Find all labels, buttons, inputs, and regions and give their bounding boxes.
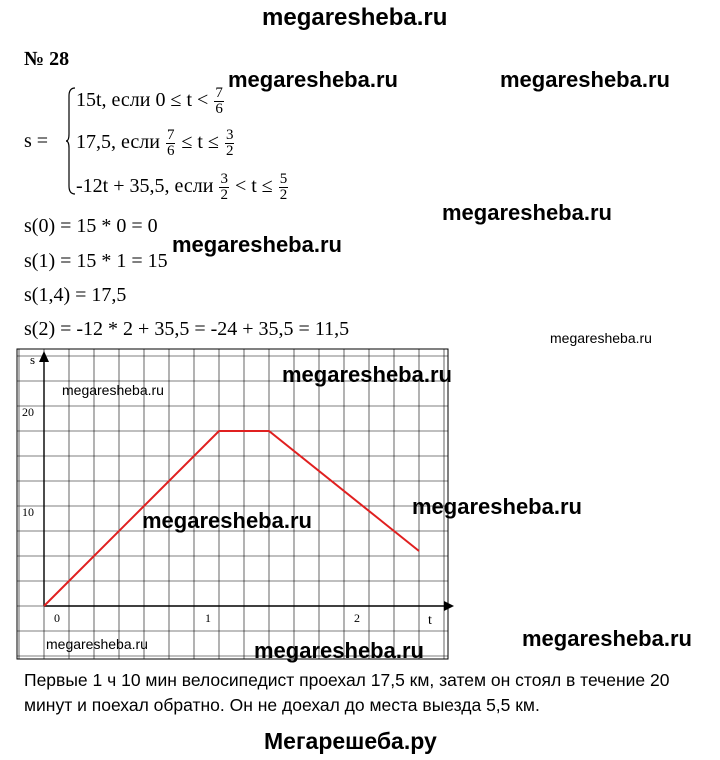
piecewise-case-3: -12t + 35,5, если $\frac{3}{2}$ < t ≤ $\frac{5}{2}$: [76, 171, 288, 203]
y-axis-label: s: [30, 352, 36, 367]
watermark-small: megaresheba.ru: [46, 636, 148, 652]
watermark: megaresheba.ru: [254, 638, 424, 663]
site-header[interactable]: megaresheba.ru: [262, 4, 448, 31]
footer-brand[interactable]: Мегарешеба.ру: [264, 728, 437, 754]
y-axis-arrow-icon: [39, 351, 49, 362]
calc-line: s(2) = -12 * 2 + 35,5 = -24 + 35,5 = 11,5: [24, 318, 350, 340]
x-axis-arrow-icon: [444, 601, 454, 611]
watermark: megaresheba.ru: [442, 200, 612, 225]
x-tick-label: 2: [354, 611, 360, 625]
piecewise-case-1: 15t, если 0 ≤ t < $\frac{7}{6}$: [76, 85, 223, 117]
y-tick-label: 10: [22, 505, 34, 519]
x-tick-label: 0: [54, 611, 60, 625]
y-tick-label: 20: [22, 405, 34, 419]
calc-line: s(0) = 15 * 0 = 0: [24, 215, 158, 237]
conclusion-text: Первые 1 ч 10 мин велосипедист проехал 17,5 км, затем он стоял в течение 20 минут и поехал обратно. Он не доехал до места выезда 5,5 км.: [24, 670, 670, 715]
watermark: megaresheba.ru: [142, 508, 312, 533]
watermark: megaresheba.ru: [522, 626, 692, 651]
piecewise-lhs: s =: [24, 130, 49, 152]
x-axis-label: t: [428, 613, 432, 628]
watermark: megaresheba.ru: [500, 67, 670, 92]
piecewise-case-2: 17,5, если $\frac{7}{6}$ ≤ t ≤ $\frac{3}{2}$: [76, 127, 234, 159]
watermark: megaresheba.ru: [228, 67, 398, 92]
watermark: megaresheba.ru: [282, 362, 452, 387]
calc-line: s(1) = 15 * 1 = 15: [24, 250, 168, 272]
watermark-small: megaresheba.ru: [62, 382, 164, 398]
watermark-small: megaresheba.ru: [550, 330, 652, 346]
watermark: megaresheba.ru: [412, 494, 582, 519]
calc-line: s(1,4) = 17,5: [24, 284, 127, 306]
x-tick-label: 1: [205, 611, 211, 625]
problem-number: № 28: [24, 48, 70, 70]
brace-icon: [66, 86, 76, 196]
watermark: megaresheba.ru: [172, 232, 342, 257]
